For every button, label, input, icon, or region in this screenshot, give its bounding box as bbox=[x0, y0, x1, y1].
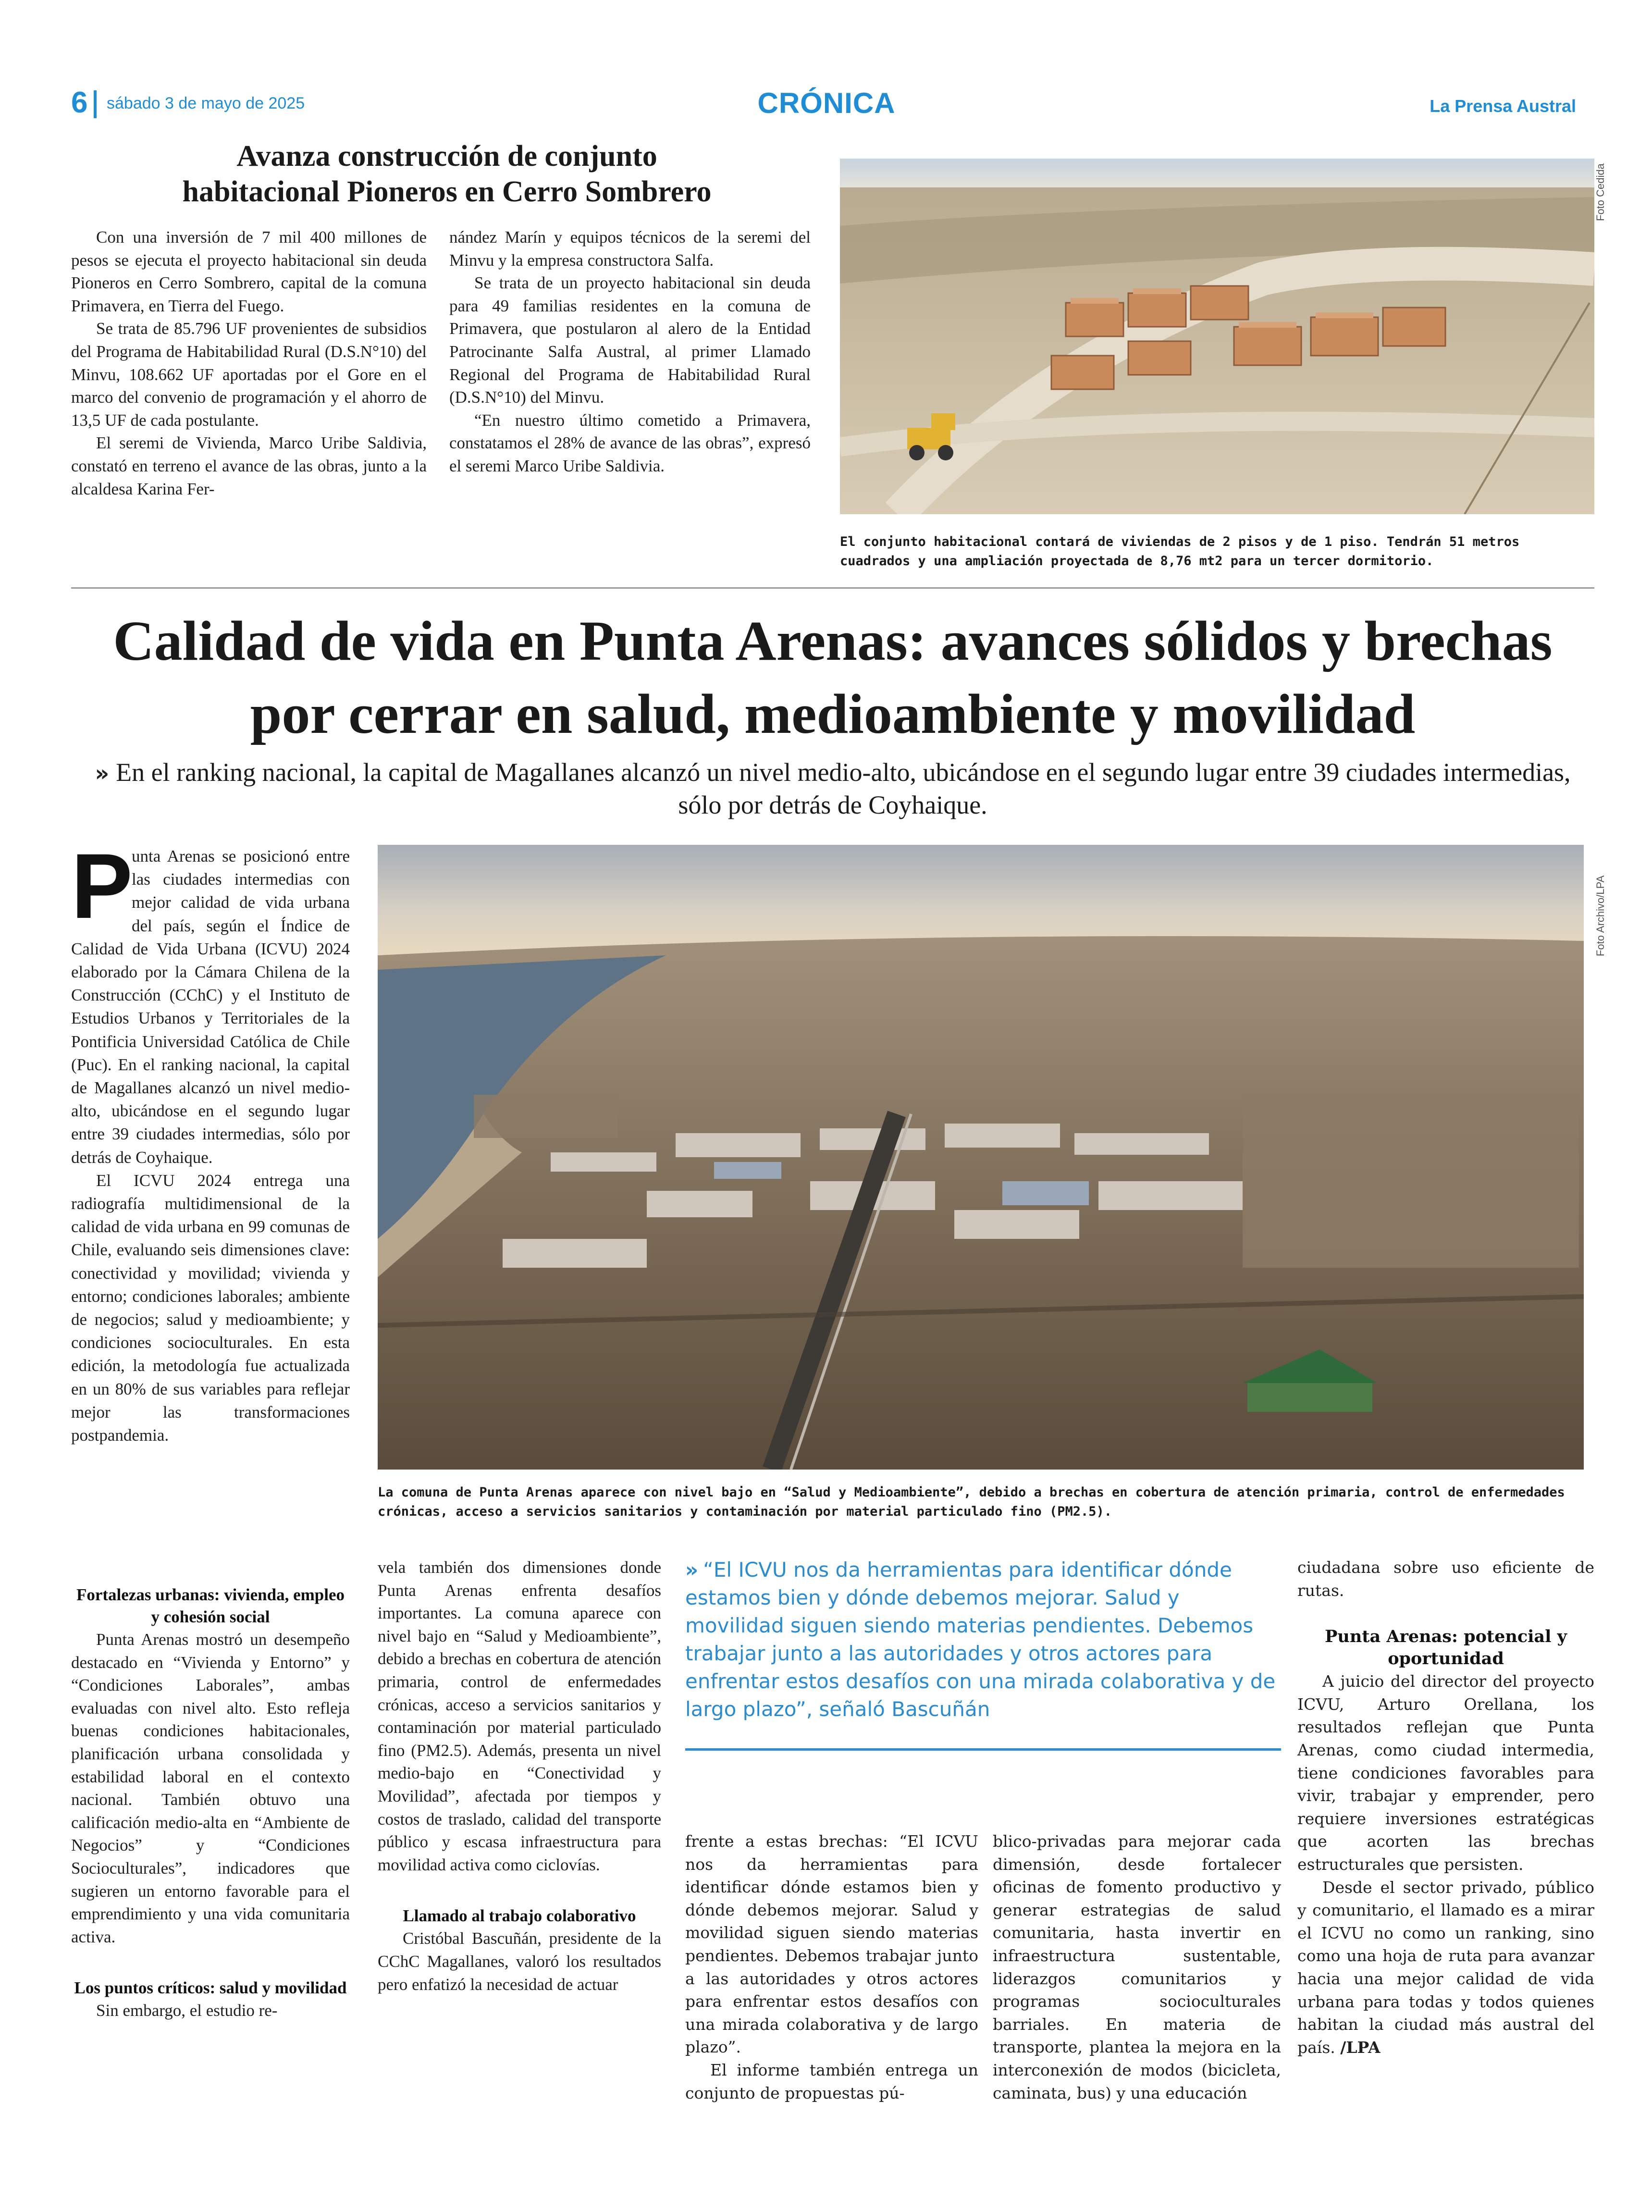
llamado-continued: frente a estas brechas: “El ICVU nos da herramientas para identificar dónde estamos bien y dónde debemos mejorar. Salud y movilidad siguen siendo materias pendientes. Debemos trabajar junto a las autoridades y otros actores para enfrentar estos desafíos con una mirada colaborativa y de largo plazo”. bbox=[685, 1832, 978, 2057]
page-number: 6 bbox=[71, 86, 88, 119]
subhead-potencial: Punta Arenas: potencial y oportunidad bbox=[1325, 1627, 1567, 1669]
top-article-column-1 bbox=[71, 226, 427, 500]
top-paragraph-5: “En nuestro último cometido a Primavera, constatamos el 28% de avance de las obras”, expresó el seremi Marco Uribe Saldivia. bbox=[449, 410, 811, 475]
potencial-paragraph: A juicio del director del proyecto ICVU, Arturo Orellana, los resultados reflejan que Punta Arenas, como ciudad intermedia, tiene condiciones favorables para vivir, trabajar y emprender, pero requiere inversiones estratégicas que acorten las brechas estructurales que persisten. bbox=[1297, 1672, 1594, 1874]
header-divider bbox=[94, 90, 97, 118]
top-photo-caption: El conjunto habitacional contará de viviendas de 2 pisos y de 1 piso. Tendrán 51 metros cuadrados y una ampliación proyectada de 8,76 mt2 para un tercer dormitorio. bbox=[840, 534, 1520, 568]
closing-text: Desde el sector privado, público y comunitario, el llamado es a mirar el ICVU no como un ranking, sino como una hoja de ruta para avanzar hacia una mejor calidad de vida urbana para todas y todos quienes habitan la ciudad más austral del país. bbox=[1297, 1878, 1594, 2057]
issue-date: sábado 3 de mayo de 2025 bbox=[107, 94, 305, 112]
informe-paragraph: El informe también entrega un conjunto de propuestas pú- bbox=[685, 2060, 978, 2102]
article-divider bbox=[71, 587, 1594, 589]
main-paragraph-2: El ICVU 2024 entrega una radiografía multidimensional de la calidad de vida urbana en 99 comunas de Chile, evaluando seis dimensiones clave: conectividad y movilidad; vivienda y entorno; condiciones laborales; ambiente de negocios; salud y medioambiente; y condiciones socioculturales. En esta edición, la metodología fue actualizada en un 80% de sus variables para reflejar mejor las transformaciones postpandemia. bbox=[71, 1171, 350, 1445]
main-headline: Calidad de vida en Punta Arenas: avances sólidos y brechas por cerrar en salud, medioambiente y movilidad bbox=[113, 609, 1553, 745]
top-paragraph-2: Se trata de 85.796 UF provenientes de subsidios del Programa de Habitabilidad Rural (D.S.N°10) del Minvu, 108.662 UF aportadas por el Gore en el marco del convenio de programación y el ahorro de 13,5 UF de cada postulante. bbox=[71, 319, 427, 430]
top-paragraph-3: El seremi de Vivienda, Marco Uribe Saldivia, constató en terreno el avance de las obras, junto a la alcaldesa Karina Fer- bbox=[71, 433, 427, 498]
lower-column-2 bbox=[378, 1556, 661, 1996]
lower-column-5 bbox=[1297, 1556, 1594, 2059]
aerial-city-illustration bbox=[378, 845, 1584, 1470]
puntos-criticos-continued: vela también dos dimensiones donde Punta Arenas enfrenta desafíos importantes. La comuna aparece con nivel bajo en “Salud y Medioambiente”, debido a brechas en cobertura de atención primaria, control de enfermedades crónicas, acceso a servicios sanitarios y contaminación por material particulado fino (PM2.5). Además, presenta un nivel medio-bajo en “Conectividad y Movilidad”, afectada por tiempos y costos de traslado, calidad del transporte público y escasa infraestructura para movilidad activa como ciclovías. bbox=[378, 1558, 661, 1874]
main-photo-caption: La comuna de Punta Arenas aparece con nivel bajo en “Salud y Medioambiente”, debido a brechas en cobertura de atención primaria, control de enfermedades crónicas, acceso a servicios sanitarios y contaminación por material particulado fino (PM2.5). bbox=[378, 1485, 1565, 1519]
lead-paragraph: unta Arenas se posicionó entre las ciudades intermedias con mejor calidad de vida urbana del país, según el Índice de Calidad de Vida Urbana (ICVU) 2024 elaborado por la Cámara Chilena de la Construcción (CChC) y el Instituto de Estudios Urbanos y Territoriales de la Pontificia Universidad Católica de Chile (Puc). En el ranking nacional, la capital de Magallanes alcanzó un nivel medio-alto, ubicándose en el segundo lugar entre 39 ciudades intermedias, sólo por detrás de Coyhaique. bbox=[71, 847, 350, 1167]
construction-site-photo bbox=[840, 159, 1594, 514]
double-chevron-icon: » bbox=[95, 760, 110, 786]
main-photo-credit: Foto Archivo/LPA bbox=[1594, 875, 1606, 956]
newspaper-name: La Prensa Austral bbox=[1430, 96, 1576, 116]
section-title: CRÓNICA bbox=[757, 87, 896, 119]
main-deck bbox=[71, 756, 1594, 821]
top-paragraph-4: Se trata de un proyecto habitacional sin deuda para 49 familias residentes en la comuna de Primavera, que postularon al alero de la Entidad Patrocinante Salfa Austral, al primer Llamado Regional del Programa de Habitabilidad Rural (D.S.N°10) del Minvu. bbox=[449, 273, 811, 407]
subhead-llamado: Llamado al trabajo colaborativo bbox=[403, 1906, 636, 1926]
top-article-column-2 bbox=[449, 226, 811, 478]
informe-end: ciudadana sobre uso eficiente de rutas. bbox=[1297, 1558, 1594, 1600]
punta-arenas-aerial-photo bbox=[378, 845, 1584, 1470]
top-article-title: Avanza construcción de conjunto habitacional Pioneros en Cerro Sombrero bbox=[182, 140, 712, 208]
pull-quote-rule bbox=[685, 1748, 1281, 1751]
deck-text: En el ranking nacional, la capital de Magallanes alcanzó un nivel medio-alto, ubicándose en el segundo lugar entre 39 ciudades intermedias, sólo por detrás de Coyhaique. bbox=[116, 758, 1571, 819]
closing-paragraph bbox=[1297, 1876, 1594, 2059]
llamado-paragraph: Cristóbal Bascuñán, presidente de la CChC Magallanes, valoró los resultados pero enfatizó la necesidad de actuar bbox=[378, 1929, 661, 1994]
subhead-fortalezas: Fortalezas urbanas: vivienda, empleo y cohesión social bbox=[76, 1585, 345, 1626]
pull-quote-text: “El ICVU nos da herramientas para identificar dónde estamos bien y dónde debemos mejorar. Salud y movilidad siguen siendo materias pendientes. Debemos trabajar junto a las autoridades y otros actores para enfrentar estos desafíos con una mirada colaborativa y de largo plazo”, señaló Bascuñán bbox=[685, 1558, 1276, 1721]
signoff: /LPA bbox=[1340, 2038, 1381, 2057]
pull-quote bbox=[685, 1556, 1281, 1723]
informe-continued: blico-privadas para mejorar cada dimensión, desde fortalecer oficinas de fomento productivo y generar estrategias de salud comunitaria, hasta invertir en infraestructura sustentable, liderazgos comunitarios y programas socioculturales barriales. En materia de transporte, plantea la mejora en la interconexión de modos (bicicleta, caminata, bus) y una educación bbox=[993, 1832, 1281, 2102]
construction-site-illustration bbox=[840, 159, 1594, 514]
main-article-lead-column bbox=[71, 834, 350, 1447]
lower-column-1 bbox=[71, 1584, 350, 2022]
lower-column-3 bbox=[685, 1830, 978, 2104]
drop-cap: P bbox=[71, 834, 133, 938]
top-photo-credit: Foto Cedida bbox=[1594, 163, 1606, 221]
puntos-criticos-paragraph: Sin embargo, el estudio re- bbox=[96, 2001, 278, 2020]
lower-column-4 bbox=[993, 1830, 1281, 2104]
subhead-puntos-criticos: Los puntos críticos: salud y movilidad bbox=[74, 1978, 347, 1998]
fortalezas-paragraph: Punta Arenas mostró un desempeño destacado en “Vivienda y Entorno” y “Condiciones Laborales”, ambas evaluadas con nivel alto. Esto refleja buenas condiciones habitacionales, planificación urbana consolidada y estabilidad laboral en el contexto nacional. También obtuvo una calificación medio-alta en “Ambiente de Negocios” y “Condiciones Socioculturales”, indicadores que sugieren un entorno favorable para el emprendimiento y una vida comunitaria activa. bbox=[71, 1630, 350, 1946]
top-paragraph-continued: nández Marín y equipos técnicos de la seremi del Minvu y la empresa constructora Salfa. bbox=[449, 228, 811, 270]
double-chevron-icon: » bbox=[685, 1558, 699, 1582]
top-paragraph-1: Con una inversión de 7 mil 400 millones de pesos se ejecuta el proyecto habitacional sin deuda Pioneros en Cerro Sombrero, capital de la comuna Primavera, en Tierra del Fuego. bbox=[71, 228, 427, 315]
